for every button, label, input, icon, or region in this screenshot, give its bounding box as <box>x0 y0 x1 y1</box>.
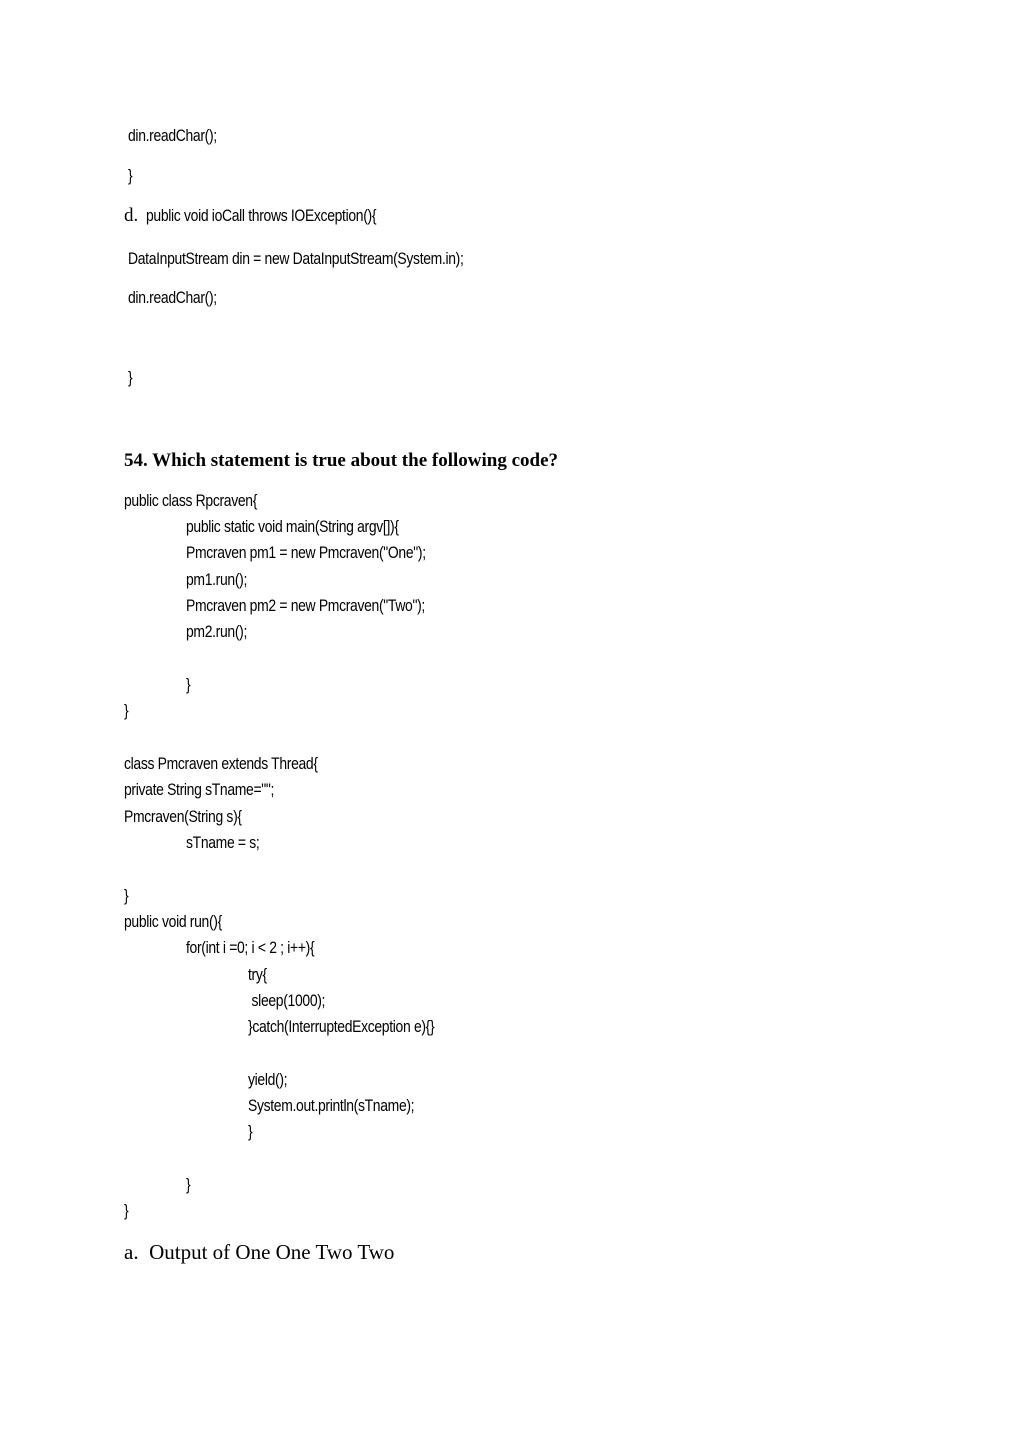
option-letter: a. <box>124 1240 139 1264</box>
option-letter: d. <box>124 205 139 226</box>
code-line: din.readChar(); <box>128 288 217 307</box>
option-text: Output of One One Two Two <box>149 1240 395 1264</box>
answer-option-a <box>124 1240 394 1265</box>
question-text: Which statement is true about the following code? <box>152 450 559 471</box>
question-number: 54. <box>124 450 148 471</box>
code-line: } <box>128 368 133 387</box>
code-line: } <box>124 886 129 905</box>
code-line: din.readChar(); <box>128 126 217 145</box>
code-line: pm2.run(); <box>186 622 248 641</box>
code-line: } <box>186 1175 191 1194</box>
code-line: try{ <box>248 965 267 984</box>
code-line: Pmcraven pm1 = new Pmcraven("One"); <box>186 543 426 562</box>
code-line: } <box>124 1201 129 1220</box>
code-line: sTname = s; <box>186 833 260 852</box>
code-line: public void ioCall throws IOException(){ <box>146 206 377 225</box>
code-line: private String sTname=""; <box>124 780 275 799</box>
code-line: } <box>248 1122 253 1141</box>
code-line: } <box>186 675 191 694</box>
code-line: } <box>128 166 133 185</box>
code-line: }catch(InterruptedException e){} <box>248 1017 435 1036</box>
code-line: public void run(){ <box>124 912 222 931</box>
code-line: pm1.run(); <box>186 570 248 589</box>
code-line: yield(); <box>248 1070 288 1089</box>
code-line: System.out.println(sTname); <box>248 1096 415 1115</box>
code-line: public class Rpcraven{ <box>124 491 258 510</box>
code-line: public static void main(String argv[]){ <box>186 517 399 536</box>
code-line: for(int i =0; i < 2 ; i++){ <box>186 938 315 957</box>
code-line: Pmcraven pm2 = new Pmcraven("Two"); <box>186 596 425 615</box>
code-line: sleep(1000); <box>248 991 326 1010</box>
code-line: DataInputStream din = new DataInputStream(System.in); <box>128 249 464 268</box>
question-heading <box>124 450 558 472</box>
code-line: Pmcraven(String s){ <box>124 807 242 826</box>
code-line: class Pmcraven extends Thread{ <box>124 754 318 773</box>
code-line: } <box>124 701 129 720</box>
